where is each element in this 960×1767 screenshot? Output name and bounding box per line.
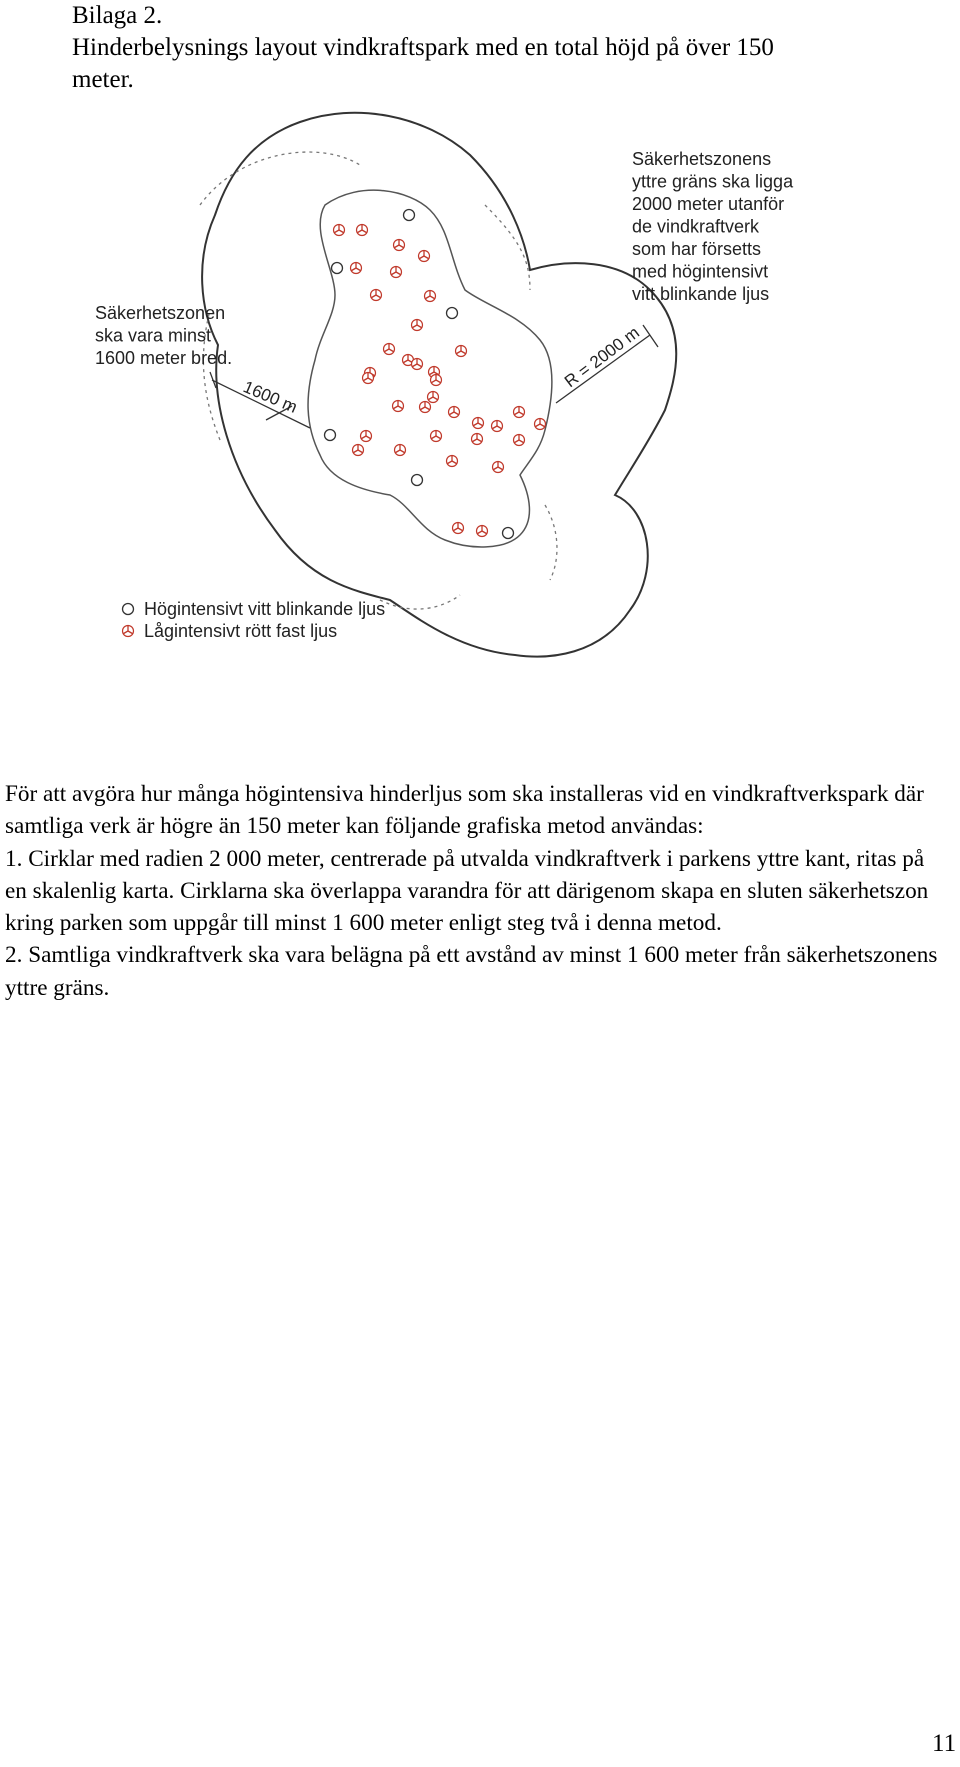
high-intensity-white-light-icon bbox=[503, 528, 514, 539]
low-intensity-red-light-icon bbox=[391, 267, 402, 278]
wind-park-layout-figure bbox=[90, 110, 890, 730]
zone-label-line: 1600 meter bred. bbox=[95, 348, 233, 368]
low-intensity-red-light-icon bbox=[428, 392, 439, 403]
outer-boundary-label bbox=[632, 149, 798, 304]
low-intensity-legend-label: Lågintensivt rött fast ljus bbox=[144, 621, 338, 641]
high-intensity-white-light-icon bbox=[412, 475, 423, 486]
high-intensity-white-light-icon bbox=[447, 308, 458, 319]
low-intensity-red-light-icon bbox=[447, 456, 458, 467]
low-intensity-red-light-icon bbox=[493, 462, 504, 473]
body-text bbox=[5, 778, 950, 1004]
heading-title-cont: meter. bbox=[72, 66, 134, 93]
low-intensity-red-light-icon bbox=[456, 346, 467, 357]
step-two-paragraph: 2. Samtliga vindkraftverk ska vara belägna på ett avstånd av minst 1 600 meter från säkerhetszonens yttre gräns. bbox=[5, 942, 938, 1001]
low-intensity-red-light-icon bbox=[514, 435, 525, 446]
low-intensity-red-light-icon bbox=[412, 359, 423, 370]
zone-label-line: Säkerhetszonen bbox=[95, 303, 226, 323]
intro-paragraph: För att avgöra hur många högintensiva hinderljus som ska installeras vid en vindkraftverkspark där samtliga verk är högre än 150 meter kan följande grafiska metod användas: bbox=[5, 781, 924, 840]
low-intensity-red-light-icon bbox=[449, 407, 460, 418]
appendix-label: Bilaga 2. bbox=[72, 2, 163, 29]
heading-title: Hinderbelysnings layout vindkraftspark med en total höjd på över 150 bbox=[72, 34, 774, 61]
low-intensity-red-light-icon bbox=[334, 225, 345, 236]
outer-label-line: de vindkraftverk bbox=[632, 216, 760, 237]
high-intensity-white-light-icon bbox=[332, 263, 343, 274]
low-intensity-red-light-icon bbox=[425, 291, 436, 302]
low-intensity-red-light-icon bbox=[535, 419, 546, 430]
outer-label-line: 2000 meter utanför bbox=[632, 194, 785, 214]
low-intensity-legend-icon bbox=[123, 626, 134, 637]
low-intensity-red-light-icon bbox=[453, 523, 464, 534]
circle-arc-1 bbox=[200, 152, 360, 205]
low-intensity-red-light-icon bbox=[477, 526, 488, 537]
step-one-paragraph: 1. Cirklar med radien 2 000 meter, centrerade på utvalda vindkraftverk i parkens yttre kant, ritas på en skalenlig karta. Cirklarna ska överlappa varandra för att därigenom skapa en sluten säkerhetszon kring parken som uppgår till minst 1 600 meter enligt steg två i denna metod. bbox=[5, 845, 929, 937]
high-intensity-legend-icon bbox=[123, 604, 134, 615]
zone-width-label bbox=[95, 303, 232, 368]
low-intensity-red-light-icon bbox=[431, 431, 442, 442]
low-intensity-red-light-icon bbox=[363, 373, 374, 384]
width-tick-1 bbox=[210, 372, 216, 388]
low-intensity-red-light-icon bbox=[431, 375, 442, 386]
radius-label: R = 2000 m bbox=[560, 322, 643, 392]
zone-label-line: ska vara minst bbox=[95, 325, 212, 346]
low-intensity-red-light-icon bbox=[420, 402, 431, 413]
outer-label-line: med högintensivt bbox=[632, 261, 769, 282]
outer-label-line: yttre gräns ska ligga bbox=[632, 171, 794, 192]
outer-label-line: som har försetts bbox=[632, 239, 762, 259]
low-intensity-red-light-icon bbox=[353, 445, 364, 456]
low-intensity-red-light-icon bbox=[384, 344, 395, 355]
high-intensity-legend-label: Högintensivt vitt blinkande ljus bbox=[144, 599, 386, 619]
outer-label-line: Säkerhetszonens bbox=[632, 149, 772, 169]
low-intensity-red-light-icon bbox=[394, 240, 405, 251]
low-intensity-red-light-icon bbox=[123, 626, 134, 637]
legend bbox=[123, 599, 386, 641]
high-intensity-white-light-icon bbox=[404, 210, 415, 221]
low-intensity-red-light-icon bbox=[419, 251, 430, 262]
radius-tick bbox=[643, 325, 658, 347]
outer-label-line: vitt blinkande ljus bbox=[632, 284, 770, 304]
page-heading bbox=[72, 0, 902, 96]
turbine-markers bbox=[325, 210, 546, 539]
low-intensity-red-light-icon bbox=[514, 407, 525, 418]
low-intensity-red-light-icon bbox=[473, 418, 484, 429]
low-intensity-red-light-icon bbox=[371, 290, 382, 301]
high-intensity-white-light-icon bbox=[325, 430, 336, 441]
low-intensity-red-light-icon bbox=[361, 431, 372, 442]
low-intensity-red-light-icon bbox=[357, 225, 368, 236]
circle-arc-4 bbox=[545, 505, 557, 580]
circle-arc-2 bbox=[485, 205, 530, 290]
width-label: 1600 m bbox=[240, 377, 301, 417]
page-number: 11 bbox=[932, 1730, 957, 1757]
low-intensity-red-light-icon bbox=[351, 263, 362, 274]
low-intensity-red-light-icon bbox=[412, 320, 423, 331]
layout-diagram bbox=[90, 110, 890, 730]
low-intensity-red-light-icon bbox=[395, 445, 406, 456]
low-intensity-red-light-icon bbox=[393, 401, 404, 412]
low-intensity-red-light-icon bbox=[472, 434, 483, 445]
low-intensity-red-light-icon bbox=[492, 421, 503, 432]
